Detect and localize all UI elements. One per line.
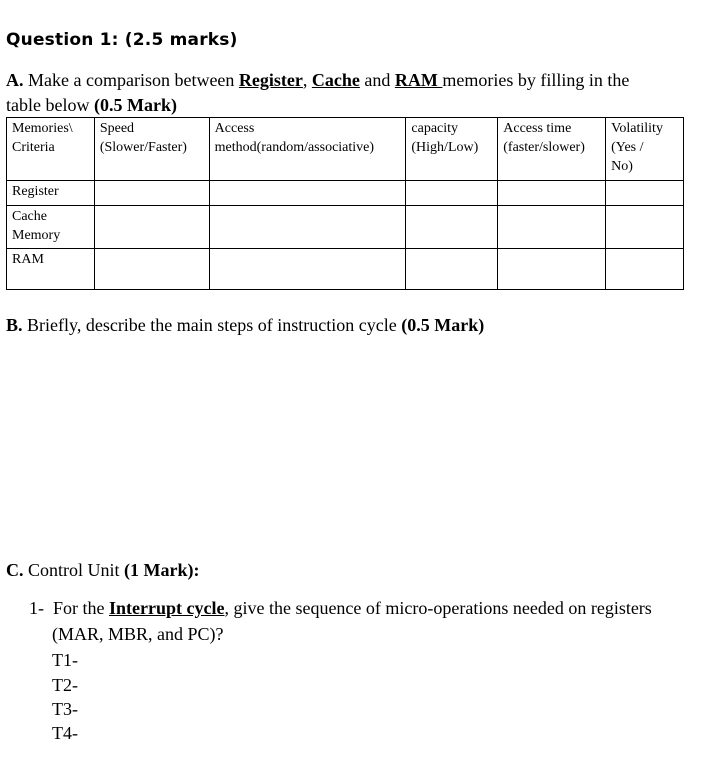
header-capacity: capacity (High/Low) xyxy=(406,118,498,181)
part-a-text-cont: memories by filling in the xyxy=(442,70,630,90)
t2-label: T2- xyxy=(52,675,78,695)
part-a-marks: (0.5 Mark) xyxy=(93,95,177,115)
answer-cell[interactable] xyxy=(498,181,606,206)
answer-cell[interactable] xyxy=(606,206,684,249)
part-b-label: B. xyxy=(6,315,23,335)
part-a-label: A. xyxy=(6,70,24,90)
t1-label: T1- xyxy=(52,650,78,670)
answer-cell[interactable] xyxy=(94,181,209,206)
cache-term: Cache xyxy=(311,70,360,90)
part-c-label: C. xyxy=(6,560,24,580)
table-header-row xyxy=(7,118,684,181)
t4-label: T4- xyxy=(52,723,78,743)
answer-cell[interactable] xyxy=(94,249,209,290)
header-access-time: Access time (faster/slower) xyxy=(498,118,606,181)
header-speed: Speed (Slower/Faster) xyxy=(94,118,209,181)
answer-cell[interactable] xyxy=(406,181,498,206)
answer-cell[interactable] xyxy=(94,206,209,249)
part-a-text: Make a comparison between xyxy=(23,70,239,90)
part-a-text-end: table below xyxy=(6,95,94,115)
table-row-cache xyxy=(7,206,684,249)
part-a-prompt-line1 xyxy=(6,70,629,91)
answer-cell[interactable] xyxy=(606,249,684,290)
part-c-heading xyxy=(6,560,200,581)
ram-term: RAM xyxy=(394,70,443,90)
and-text: and xyxy=(359,70,395,90)
question-title: Question 1: (2.5 marks) xyxy=(6,30,238,50)
row-label-register: Register xyxy=(7,181,95,206)
part-b-marks: (0.5 Mark) xyxy=(401,315,485,335)
header-volatility: Volatility (Yes / No) xyxy=(606,118,684,181)
answer-cell[interactable] xyxy=(498,249,606,290)
part-b-prompt xyxy=(6,315,484,336)
answer-cell[interactable] xyxy=(209,181,406,206)
part-c-item-1-line2: (MAR, MBR, and PC)? xyxy=(52,624,224,644)
row-label-ram: RAM xyxy=(7,249,95,290)
comparison-table xyxy=(6,117,684,290)
item-text-cont: , give the sequence of micro-operations needed on registers xyxy=(224,598,652,618)
table-row-register xyxy=(7,181,684,206)
answer-cell[interactable] xyxy=(209,249,406,290)
separator: , xyxy=(302,70,312,90)
item-number: 1- xyxy=(29,598,44,618)
interrupt-cycle-term: Interrupt cycle xyxy=(109,598,225,618)
answer-cell[interactable] xyxy=(406,206,498,249)
part-c-marks: (1 Mark): xyxy=(124,560,200,580)
row-label-cache-memory: Cache Memory xyxy=(7,206,95,249)
t3-label: T3- xyxy=(52,699,78,719)
answer-cell[interactable] xyxy=(209,206,406,249)
part-b-text: Briefly, describe the main steps of instruction cycle xyxy=(22,315,402,335)
register-term: Register xyxy=(238,70,303,90)
part-c-text: Control Unit xyxy=(23,560,125,580)
header-access-method: Access method(random/associative) xyxy=(209,118,406,181)
header-memories-criteria: Memories\ Criteria xyxy=(7,118,95,181)
part-a-prompt-line2 xyxy=(6,95,177,116)
part-c-item-1 xyxy=(29,598,652,619)
item-text: For the xyxy=(53,598,109,618)
answer-cell[interactable] xyxy=(606,181,684,206)
answer-cell[interactable] xyxy=(498,206,606,249)
table-row-ram xyxy=(7,249,684,290)
answer-cell[interactable] xyxy=(406,249,498,290)
